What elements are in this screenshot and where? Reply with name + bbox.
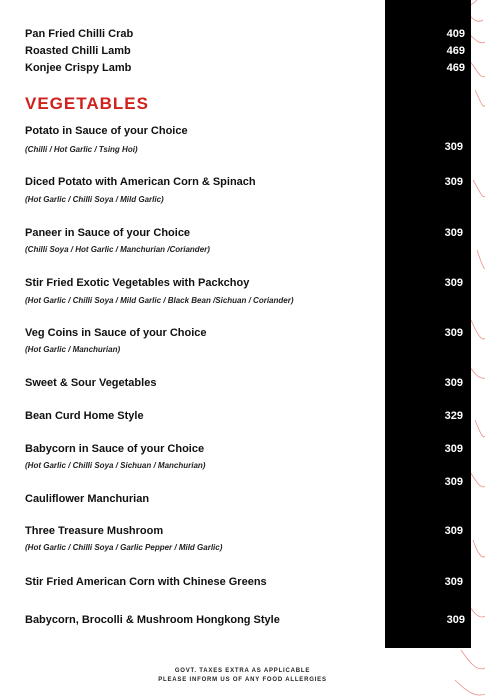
footer-allergy-note: PLEASE INFORM US OF ANY FOOD ALLERGIES (158, 677, 327, 683)
menu-item-price: 309 (444, 377, 463, 389)
menu-item-options: (Chilli / Hot Garlic / Tsing Hoi) (25, 145, 138, 154)
menu-item-name: Bean Curd Home Style (25, 410, 144, 422)
menu-item-price: 309 (444, 327, 463, 339)
menu-item-name: Diced Potato with American Corn & Spinach (25, 176, 256, 188)
menu-item-price: 309 (444, 525, 463, 537)
menu-item-price: 309 (446, 614, 465, 626)
menu-item-name: Konjee Crispy Lamb (25, 62, 132, 74)
menu-item-price: 469 (446, 45, 465, 57)
menu-item-options: (Hot Garlic / Chilli Soya / Sichuan / Manchurian) (25, 461, 206, 470)
menu-item-name: Babycorn in Sauce of your Choice (25, 443, 205, 455)
menu-item-price: 309 (444, 227, 463, 239)
menu-item-name: Veg Coins in Sauce of your Choice (25, 327, 207, 339)
price-column-band (385, 0, 471, 648)
menu-item-options: (Chilli Soya / Hot Garlic / Manchurian /Coriander) (25, 245, 210, 254)
menu-item-name: Roasted Chilli Lamb (25, 45, 131, 57)
section-title: VEGETABLES (25, 94, 149, 113)
menu-item-options: (Hot Garlic / Manchurian) (25, 345, 121, 354)
footer-tax-note: GOVT. TAXES EXTRA AS APPLICABLE (174, 668, 311, 674)
menu-item-name: Stir Fried Exotic Vegetables with Packchoy (25, 277, 250, 289)
menu-item-name: Stir Fried American Corn with Chinese Greens (25, 576, 267, 588)
menu-item-options: (Hot Garlic / Chilli Soya / Garlic Pepper / Mild Garlic) (25, 543, 223, 552)
menu-item-price: 469 (446, 62, 465, 74)
menu-item-name: Babycorn, Brocolli & Mushroom Hongkong Style (25, 614, 280, 626)
menu-item-price: 309 (444, 476, 463, 488)
menu-item-name: Three Treasure Mushroom (25, 525, 164, 537)
menu-item-name: Cauliflower Manchurian (25, 493, 150, 505)
menu-item-name: Pan Fried Chilli Crab (25, 28, 134, 40)
menu-item-price: 309 (444, 141, 463, 153)
menu-item-name: Potato in Sauce of your Choice (25, 125, 188, 137)
menu-item-name: Paneer in Sauce of your Choice (25, 227, 191, 239)
menu-item-price: 329 (444, 410, 463, 422)
menu-item-price: 309 (444, 176, 463, 188)
menu-item-price: 309 (444, 443, 463, 455)
menu-item-options: (Hot Garlic / Chilli Soya / Mild Garlic / Black Bean /Sichuan / Coriander) (25, 296, 294, 305)
menu-item-price: 309 (444, 277, 463, 289)
menu-item-price: 409 (446, 28, 465, 40)
menu-item-price: 309 (444, 576, 463, 588)
menu-item-name: Sweet & Sour Vegetables (25, 377, 157, 389)
menu-item-options: (Hot Garlic / Chilli Soya / Mild Garlic) (25, 195, 164, 204)
